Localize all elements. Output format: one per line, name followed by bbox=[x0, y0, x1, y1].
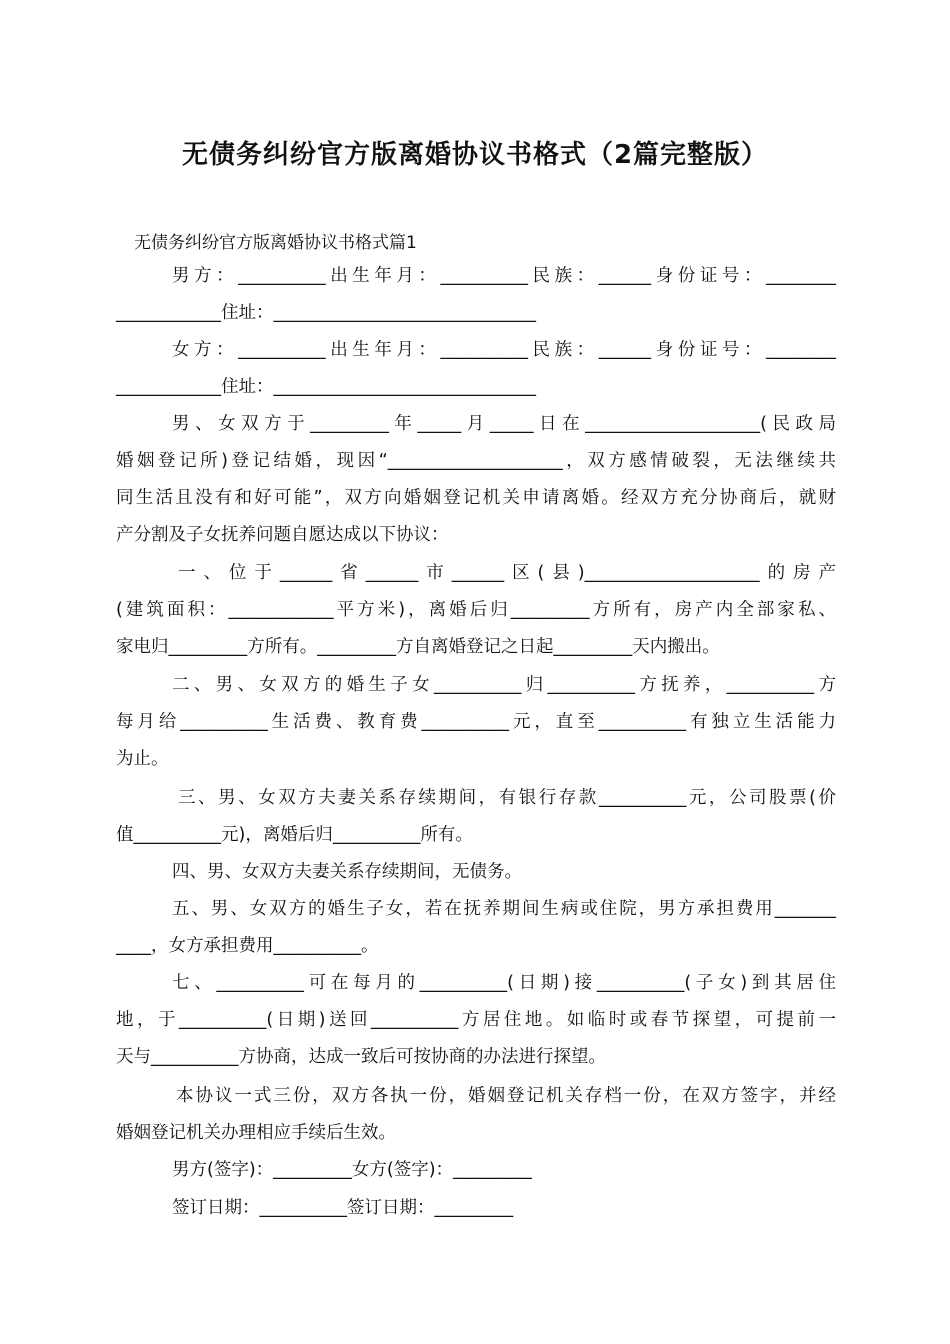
text-line: ____________住址：______________________________ bbox=[116, 377, 536, 397]
text-line: 七、__________可在每月的__________(日期)接__________(子女)到其居住 bbox=[172, 973, 836, 993]
text-line: 为止。 bbox=[116, 749, 169, 769]
text-line: 婚姻登记所)登记结婚，现因“____________________，双方感情破裂，无法继续共 bbox=[116, 451, 836, 471]
section-heading: 无债务纠纷官方版离婚协议书格式篇1 bbox=[134, 233, 417, 253]
text-line: ____________住址：______________________________ bbox=[116, 303, 536, 323]
text-line: 家电归_________方所有。_________方自离婚登记之日起_________天内搬出。 bbox=[116, 637, 720, 657]
text-line: 天与__________方协商，达成一致后可按协商的办法进行探望。 bbox=[116, 1047, 606, 1067]
text-line: 地，于__________(日期)送回__________方居住地。如临时或春节探望，可提前一 bbox=[116, 1010, 836, 1030]
text-line: 男方：__________出生年月：__________民族：______身份证号：________ bbox=[172, 266, 836, 286]
text-line: 二、男、女双方的婚生子女__________归__________方抚养，__________方 bbox=[172, 675, 836, 695]
text-line: ____，女方承担费用__________。 bbox=[116, 936, 379, 956]
text-line: 女方：__________出生年月：__________民族：______身份证号：________ bbox=[172, 340, 836, 360]
text-line: 值__________元)，离婚后归__________所有。 bbox=[116, 825, 473, 845]
text-line: 男、女双方于_________年_____月_____日在____________________(民政局 bbox=[172, 414, 836, 434]
signature-line: 男方(签字)：_________女方(签字)：_________ bbox=[172, 1160, 532, 1180]
text-line: 本协议一式三份，双方各执一份，婚姻登记机关存档一份，在双方签字，并经 bbox=[176, 1086, 836, 1106]
text-line: 产分割及子女抚养问题自愿达成以下协议： bbox=[116, 525, 449, 545]
text-line: 每月给__________生活费、教育费__________元，直至__________有独立生活能力 bbox=[116, 712, 836, 732]
date-line: 签订日期：__________签订日期：_________ bbox=[172, 1198, 514, 1218]
text-line: 四、男、女双方夫妻关系存续期间，无债务。 bbox=[172, 862, 522, 882]
text-line: 婚姻登记机关办理相应手续后生效。 bbox=[116, 1123, 396, 1143]
text-line: (建筑面积：____________平方米)，离婚后归_________方所有，房产内全部家私、 bbox=[116, 600, 836, 620]
text-line: 五、男、女双方的婚生子女，若在抚养期间生病或住院，男方承担费用_______ bbox=[172, 899, 836, 919]
document-title: 无债务纠纷官方版离婚协议书格式（2篇完整版） bbox=[181, 140, 769, 170]
text-line: 一、位于______省______市______区(县)____________________的房产 bbox=[178, 563, 836, 583]
text-line: 三、男、女双方夫妻关系存续期间，有银行存款__________元，公司股票(价 bbox=[178, 788, 836, 808]
text-line: 同生活且没有和好可能”，双方向婚姻登记机关申请离婚。经双方充分协商后，就财 bbox=[116, 488, 836, 508]
